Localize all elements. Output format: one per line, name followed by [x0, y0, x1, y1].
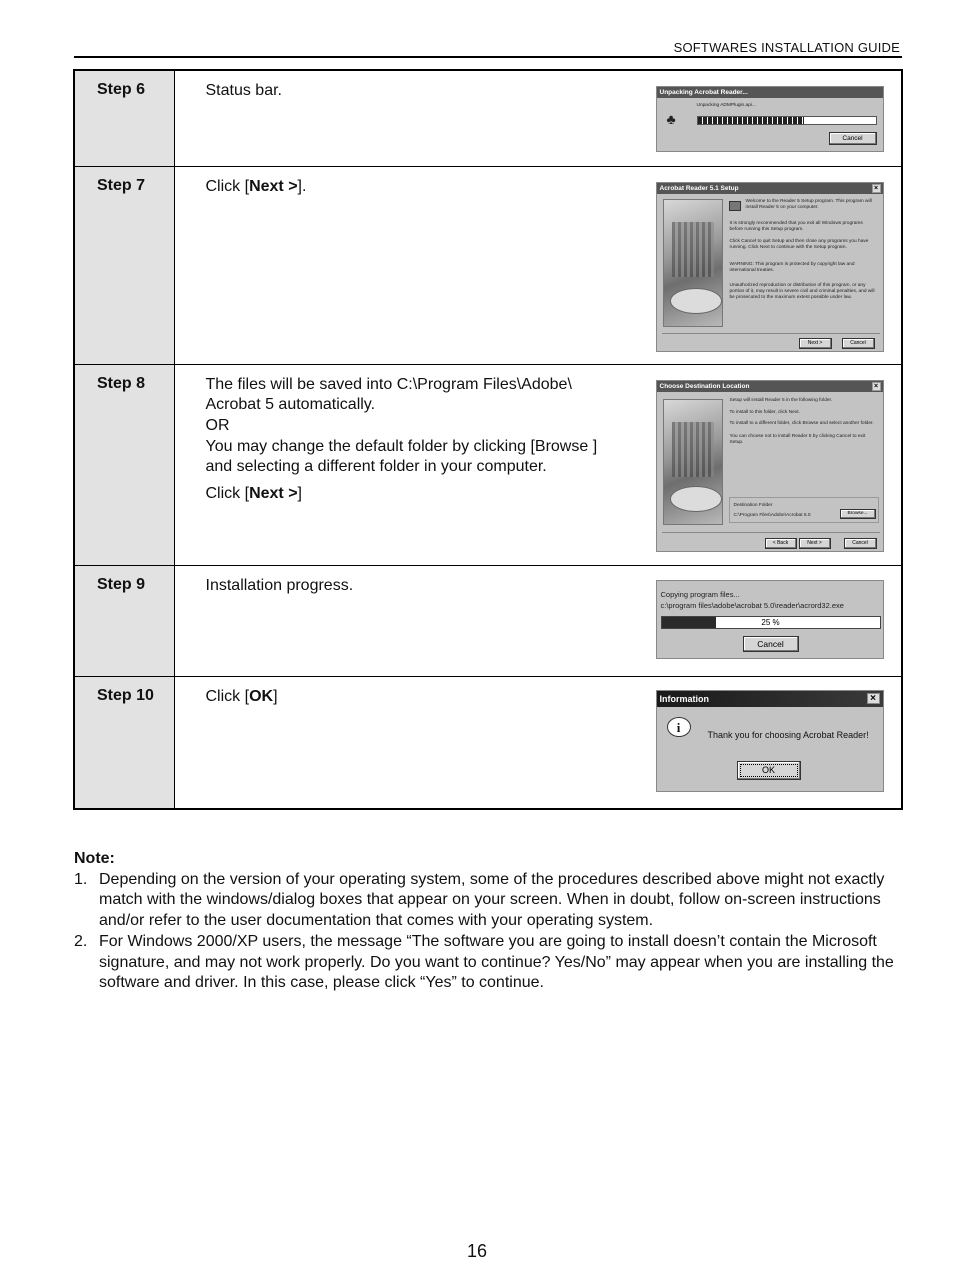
setup-artwork: [663, 399, 723, 525]
step-row: [74, 676, 902, 809]
page-header: [74, 40, 902, 58]
progress-bar: [697, 116, 877, 125]
step-row: [74, 565, 902, 676]
close-icon[interactable]: ×: [872, 184, 881, 193]
step-row: [74, 166, 902, 364]
text-prefix: Click [: [205, 485, 250, 503]
folder-label: Destination Folder: [733, 502, 773, 508]
divider: [662, 532, 880, 533]
dialog-title: [657, 381, 883, 392]
dialog-body: [730, 398, 878, 446]
dialog-paragraph: You can choose not to install Reader 5 by clicking Cancel to exit Setup.: [729, 433, 866, 445]
step-content: [174, 565, 902, 676]
copying-files-screenshot: [656, 580, 884, 659]
cancel-button[interactable]: Cancel: [844, 538, 877, 549]
dialog-title-text: Acrobat Reader 5.1 Setup: [659, 184, 739, 192]
description-line: Acrobat 5 automatically.: [205, 396, 376, 414]
note-number: 2.: [74, 932, 88, 950]
unpacking-dialog-screenshot: [656, 86, 884, 152]
step-content: [174, 364, 902, 565]
step-label: Step 10: [74, 676, 174, 809]
button-reference: Next >: [249, 177, 298, 195]
steps-table: [73, 69, 903, 810]
dialog-paragraph: WARNING: This program is protected by copyright law and international treaties.: [729, 261, 855, 273]
file-path-text: c:\program files\adobe\acrobat 5.0\reader\acrord32.exe: [660, 600, 844, 610]
note-item: [74, 932, 904, 994]
progress-bar: [661, 616, 881, 629]
description-line: You may change the default folder by clicking [Browse ]: [205, 437, 598, 455]
dialog-paragraph: Welcome to the Reader 5 Setup program. This program will install Reader 5 on your computer.: [745, 198, 872, 210]
dialog-title-text: Information: [659, 693, 709, 704]
next-button[interactable]: Next >: [799, 338, 832, 349]
step-label: Step 8: [74, 364, 174, 565]
dialog-paragraph: To install to this folder, click Next.: [729, 409, 800, 415]
cancel-button[interactable]: Cancel: [743, 636, 799, 652]
dialog-paragraph: Setup will install Reader 5 in the following folder.: [729, 397, 833, 403]
close-icon[interactable]: ×: [872, 382, 881, 391]
setup-artwork: [663, 199, 723, 327]
header-title: SOFTWARES INSTALLATION GUIDE: [673, 40, 900, 55]
dialog-titlebar: [657, 691, 883, 707]
dialog-paragraph: To install to a different folder, click Browse and select another folder.: [729, 420, 874, 426]
next-button[interactable]: Next >: [799, 538, 831, 549]
step-content: [174, 166, 902, 364]
step-description: [206, 375, 636, 505]
dialog-paragraph: Click Cancel to quit Setup and then close any programs you have running. Click Next to continue with the Setup program.: [729, 238, 869, 250]
progress-percent: 25 %: [761, 617, 780, 627]
step-row: [74, 364, 902, 565]
note-text: Depending on the version of your operating system, some of the procedures described above might not exactly match with the windows/dialog boxes that appear on your screen. When in doubt, follow on-screen instructions and/or refer to the user documentation that comes with your operating system.: [99, 870, 885, 930]
text-prefix: Click [: [205, 687, 250, 705]
progress-fill: [698, 117, 805, 124]
step-description: [206, 687, 636, 708]
step-description: [206, 177, 636, 198]
text-prefix: Click [: [205, 177, 250, 195]
back-button[interactable]: < Back: [765, 538, 797, 549]
description-line: and selecting a different folder in your computer.: [205, 458, 547, 476]
dialog-message: Thank you for choosing Acrobat Reader!: [707, 729, 869, 740]
installer-icon: ♣: [666, 111, 676, 127]
step-content: [174, 70, 902, 166]
cancel-button[interactable]: Cancel: [842, 338, 875, 349]
note-text: For Windows 2000/XP users, the message “The software you are going to install doesn’t contain the Microsoft signature, and may not work properly. Do you want to continue? Yes/No” may appear when you are installing the software and driver. In this case, please click “Yes” to continue.: [99, 932, 894, 992]
destination-folder-group: [729, 497, 879, 523]
step-label: Step 7: [74, 166, 174, 364]
note-item: [74, 870, 904, 932]
dialog-body: [730, 199, 878, 301]
dialog-paragraph: It is strongly recommended that you exit all Windows programs before running this Setup program.: [729, 220, 863, 232]
dialog-title: Unpacking Acrobat Reader...: [657, 87, 883, 98]
text-suffix: ]: [297, 485, 302, 503]
step-description: Status bar.: [205, 82, 282, 99]
note-number: 1.: [74, 870, 88, 888]
step-label: Step 9: [74, 565, 174, 676]
description-line: [206, 484, 636, 505]
description-line: The files will be saved into C:\Program Files\Adobe\: [205, 375, 572, 393]
button-reference: OK: [249, 687, 274, 705]
step-row: [74, 70, 902, 166]
text-suffix: ].: [297, 177, 307, 195]
button-reference: Next >: [249, 485, 298, 503]
folder-path: C:\Program Files\Adobe\Acrobat 5.0: [733, 512, 811, 518]
close-icon[interactable]: ×: [867, 693, 880, 704]
setup-welcome-screenshot: [656, 182, 884, 352]
browse-button[interactable]: Browse...: [840, 509, 876, 519]
page-number: 16: [466, 1241, 488, 1261]
step-label: Step 6: [74, 70, 174, 166]
notes-section: [74, 849, 904, 994]
info-balloon-icon: i: [667, 717, 691, 737]
dialog-paragraph: Unauthorized reproduction or distribution of this program, or any portion of it, may result in severe civil and criminal penalties, and will be prosecuted to the maximum extent possible under law.: [729, 282, 875, 300]
text-suffix: ]: [273, 687, 278, 705]
dialog-title: [657, 183, 883, 194]
cancel-button[interactable]: Cancel: [829, 132, 877, 145]
copying-status-text: Copying program files...: [660, 589, 740, 599]
information-dialog-screenshot: [656, 690, 884, 792]
notes-title: Note:: [74, 850, 115, 867]
dialog-title-text: Choose Destination Location: [659, 382, 750, 390]
destination-location-screenshot: [656, 380, 884, 552]
divider: [662, 333, 880, 334]
ok-button[interactable]: OK: [737, 761, 801, 780]
description-line: OR: [205, 416, 230, 434]
step-content: [174, 676, 902, 809]
step-description: Installation progress.: [205, 576, 354, 594]
dialog-status-text: Unpacking ADMPlugin.api...: [696, 103, 756, 108]
